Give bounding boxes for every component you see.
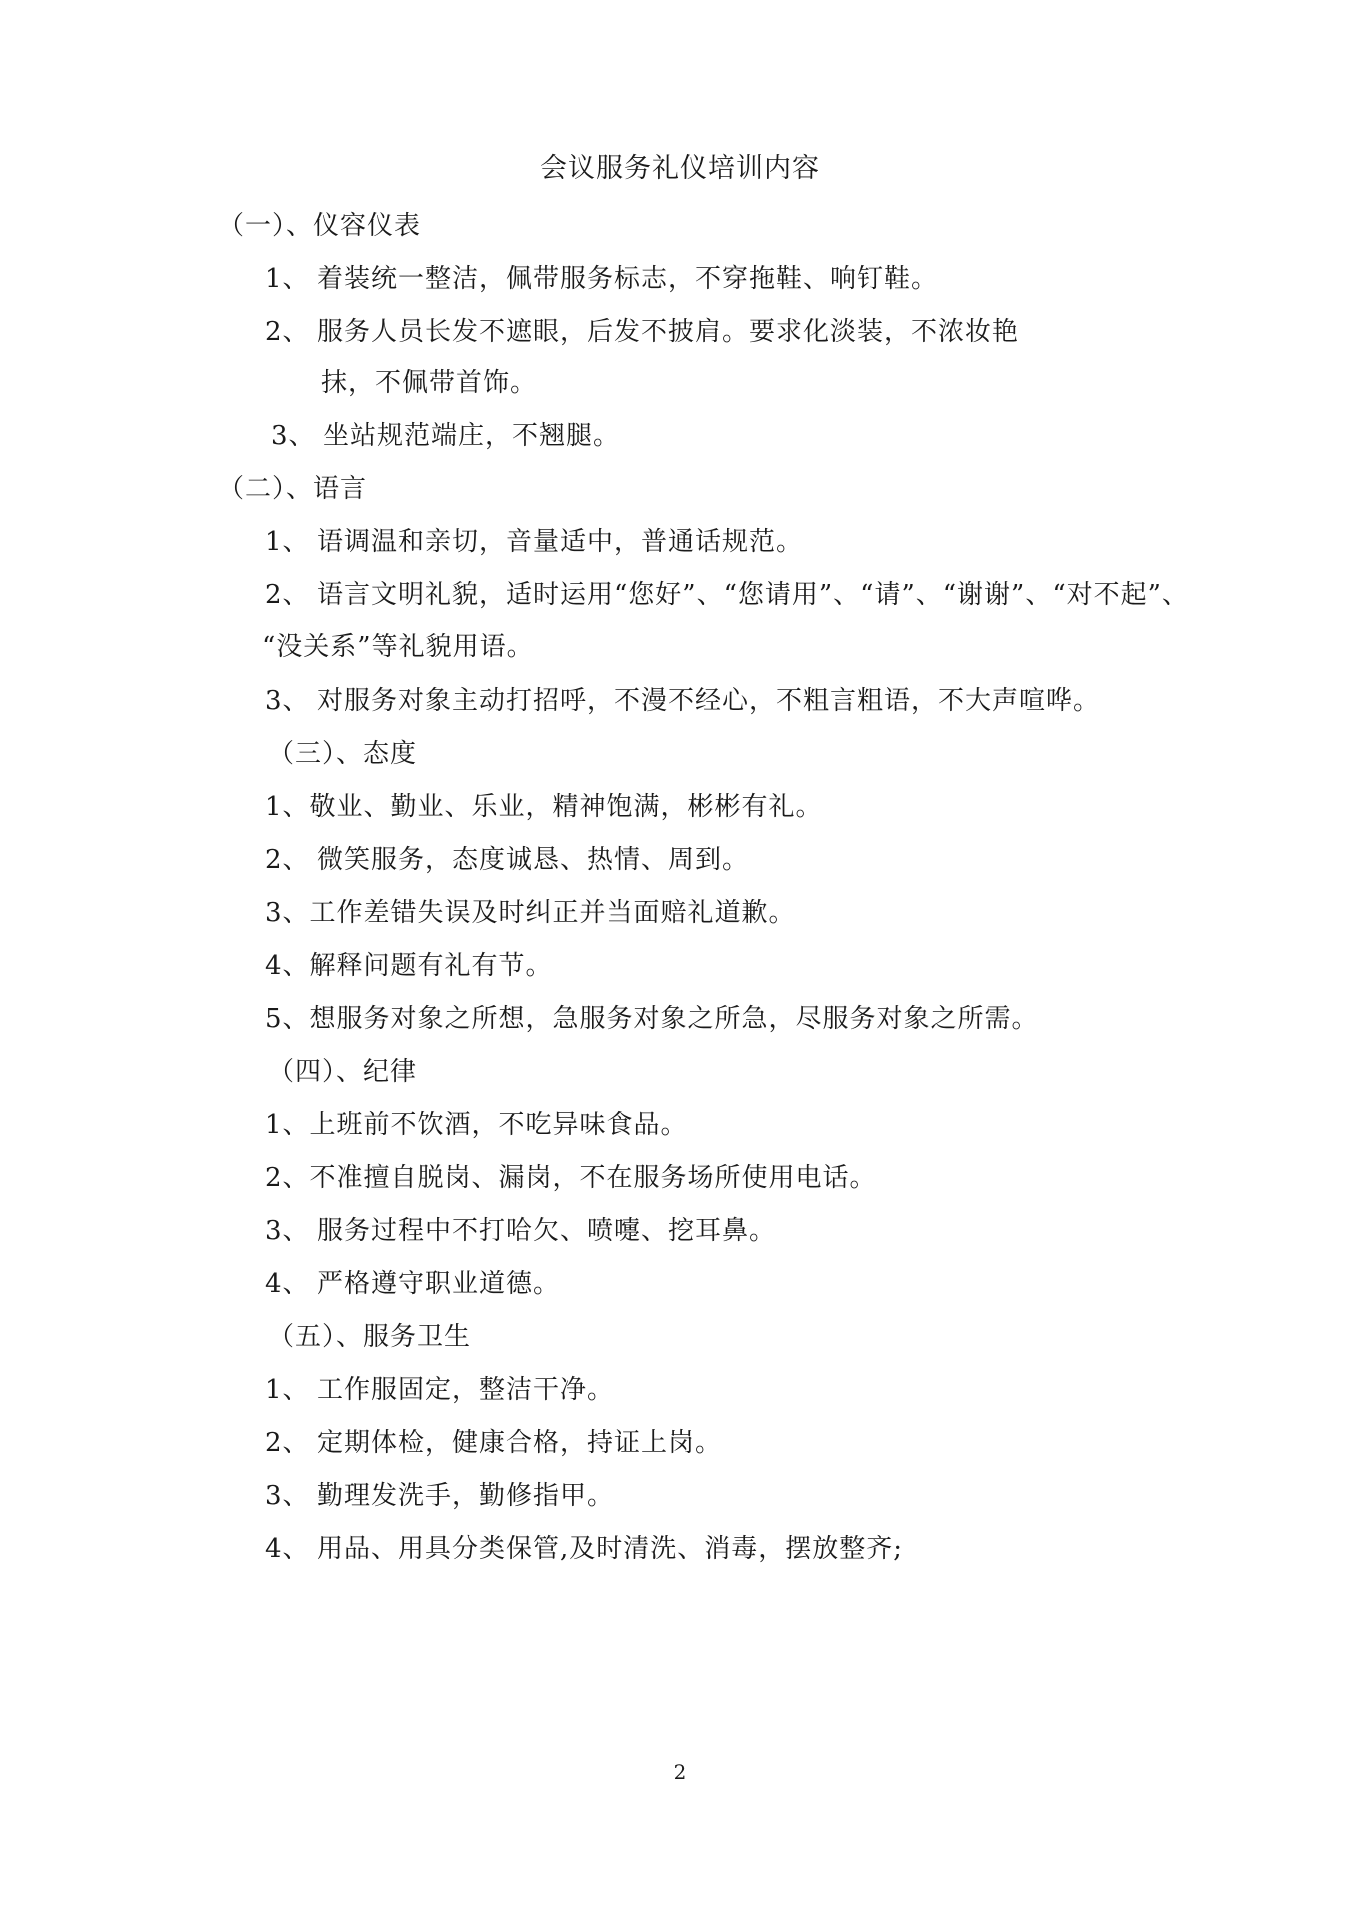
item-text: 严格遵守职业道德。 [317,1269,561,1299]
item-number: 4、 [265,951,310,981]
item-text: 服务过程中不打哈欠、喷嚏、挖耳鼻。 [317,1216,777,1246]
item-text: 上班前不饮酒，不吃异味食品。 [309,1110,688,1140]
item-text: 勤理发洗手，勤修指甲。 [317,1481,615,1511]
item-text: 对服务对象主动打招呼，不漫不经心，不粗言粗语，不大声喧哗。 [317,686,1101,716]
item-number: 2、 [265,317,310,347]
list-item [265,521,803,558]
list-item [265,892,796,929]
item-number: 3、 [265,1216,310,1246]
section-heading-hygiene: （五）、服务卫生 [268,1322,472,1352]
section-heading-attitude: （三）、态度 [268,739,418,769]
list-item [265,945,553,982]
list-item [265,1263,560,1300]
section-heading-appearance: （一）、仪容仪表 [218,211,422,241]
section-heading-language: （二）、语言 [218,474,368,504]
item-text: 工作服固定，整洁干净。 [317,1375,615,1405]
item-text: 不准擅自脱岗、漏岗，不在服务场所使用电话。 [309,1163,877,1193]
item-text: 微笑服务，态度诚恳、热情、周到。 [317,845,750,875]
list-item [271,415,620,452]
item-number: 1、 [265,527,310,557]
item-text-continuation: 抹，不佩带首饰。 [321,368,538,398]
list-item [265,311,1019,348]
list-item [265,1369,614,1406]
list-item [265,258,938,295]
item-text: 解释问题有礼有节。 [309,951,553,981]
item-number: 3、 [271,421,316,451]
list-item [265,998,1039,1035]
item-number: 5、 [265,1004,310,1034]
item-text: 定期体检，健康合格，持证上岗。 [317,1428,723,1458]
item-text: 工作差错失误及时纠正并当面赔礼道歉。 [309,898,796,928]
list-item [265,1104,688,1141]
item-number: 3、 [265,686,310,716]
list-item [265,574,1189,611]
item-number: 2、 [265,845,310,875]
item-number: 3、 [265,1481,310,1511]
item-text: 语调温和亲切，音量适中，普通话规范。 [317,527,804,557]
item-text-continuation: “没关系”等礼貌用语。 [262,632,534,662]
item-text: 想服务对象之所想，急服务对象之所急，尽服务对象之所需。 [309,1004,1039,1034]
item-number: 1、 [265,1375,310,1405]
item-number: 1、 [265,792,310,822]
item-number: 1、 [265,1110,310,1140]
item-number: 1、 [265,264,310,294]
list-item [265,839,749,876]
item-number: 2、 [265,580,310,610]
item-number: 4、 [265,1534,310,1564]
list-item [265,1210,776,1247]
page-number: 2 [673,1760,687,1784]
item-number: 2、 [265,1428,310,1458]
section-heading-discipline: （四）、纪律 [268,1057,418,1087]
item-text: 语言文明礼貌，适时运用“您好”、“您请用”、“请”、“谢谢”、“对不起”、 [317,580,1189,610]
list-item [265,680,1100,717]
item-number: 2、 [265,1163,310,1193]
list-item [265,786,823,823]
item-text: 敬业、勤业、乐业，精神饱满，彬彬有礼。 [309,792,823,822]
item-text: 用品、用具分类保管,及时清洗、消毒，摆放整齐; [317,1534,904,1564]
list-item [265,1528,903,1565]
list-item [265,1422,722,1459]
item-number: 3、 [265,898,310,928]
item-text: 着装统一整洁，佩带服务标志，不穿拖鞋、响钉鞋。 [317,264,939,294]
page-title: 会议服务礼仪培训内容 [540,153,820,184]
item-number: 4、 [265,1269,310,1299]
item-text: 坐站规范端庄，不翘腿。 [323,421,621,451]
item-text: 服务人员长发不遮眼，后发不披肩。要求化淡装，不浓妆艳 [317,317,1020,347]
list-item [265,1157,877,1194]
list-item [265,1475,614,1512]
